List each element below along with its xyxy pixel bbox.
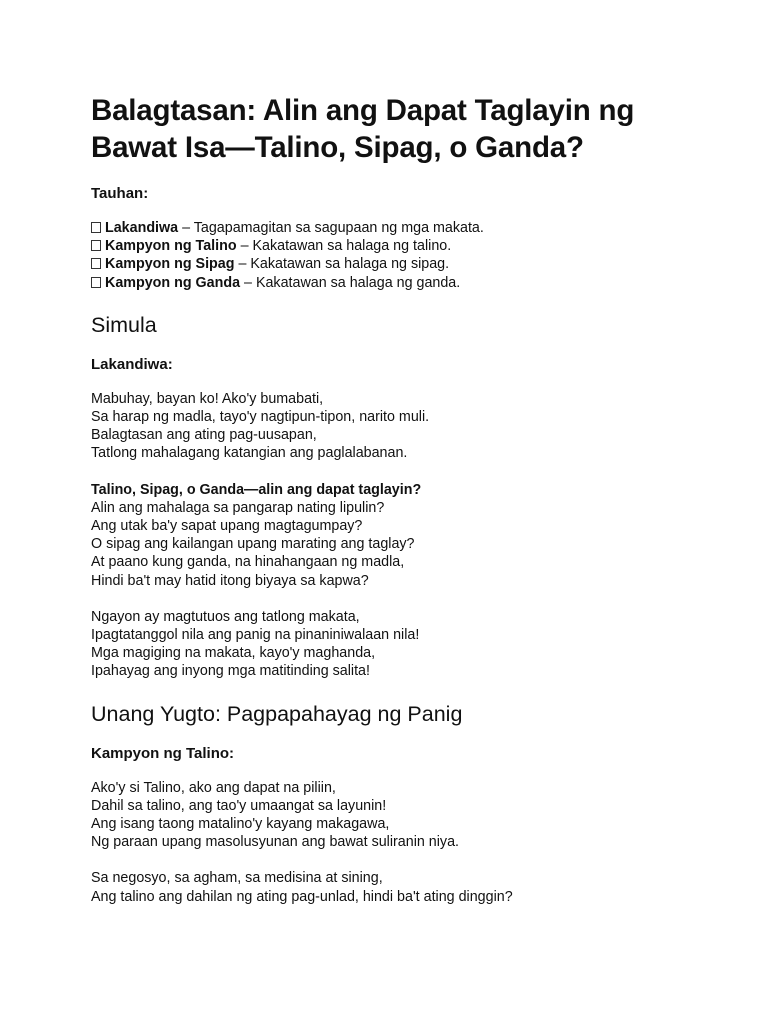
bullet-icon: [91, 258, 101, 269]
stanza-2: [91, 481, 691, 590]
bullet-icon: [91, 240, 101, 251]
verse-line: Ngayon ay magtutuos ang tatlong makata,: [91, 608, 360, 625]
section-heading-unang-yugto: Unang Yugto: Pagpapahayag ng Panig: [91, 701, 463, 726]
verse-line: Ng paraan upang masolusyunan ang bawat suliranin niya.: [91, 834, 459, 851]
speaker-label-talino: Kampyon ng Talino:: [91, 744, 235, 762]
character-item: Kampyon ng Sipag – Kakatawan sa halaga ng sipag.: [91, 255, 691, 273]
verse-line-bold: Talino, Sipag, o Ganda—alin ang dapat taglayin?: [91, 481, 422, 498]
tauhan-label: Tauhan:: [91, 185, 149, 202]
title-line-1: Balagtasan: Alin ang Dapat Taglayin ng: [91, 94, 635, 127]
bullet-icon: [91, 222, 101, 233]
verse-line: Ang isang taong matalino'y kayang makagawa,: [91, 816, 390, 833]
verse-line: At paano kung ganda, na hinahangaan ng madla,: [91, 554, 405, 571]
verse-line: Dahil sa talino, ang tao'y umaangat sa layunin!: [91, 797, 387, 814]
verse-line: Balagtasan ang ating pag-uusapan,: [91, 427, 317, 444]
verse-line: Ipagtatanggol nila ang panig na pinaniniwalaan nila!: [91, 627, 420, 644]
section-heading-simula: Simula: [91, 312, 157, 337]
verse-line: Mabuhay, bayan ko! Ako'y bumabati,: [91, 390, 324, 407]
character-list: [91, 219, 691, 292]
speaker-label-lakandiwa: Lakandiwa:: [91, 355, 173, 373]
character-item: Kampyon ng Talino – Kakatawan sa halaga ng talino.: [91, 237, 691, 255]
stanza-3: [91, 608, 691, 681]
bullet-icon: [91, 277, 101, 288]
verse-line: Ang talino ang dahilan ng ating pag-unlad, hindi ba't ating dinggin?: [91, 888, 513, 905]
stanza-5: [91, 869, 691, 905]
stanza-4: [91, 779, 691, 852]
verse-line: Alin ang mahalaga sa pangarap nating lipulin?: [91, 499, 385, 516]
character-item: Kampyon ng Ganda – Kakatawan sa halaga ng ganda.: [91, 274, 691, 292]
verse-line: Tatlong mahalagang katangian ang paglalabanan.: [91, 445, 408, 462]
verse-line: Ipahayag ang inyong mga matitinding salita!: [91, 663, 370, 680]
character-item: Lakandiwa – Tagapamagitan sa sagupaan ng mga makata.: [91, 219, 691, 237]
verse-line: Ako'y si Talino, ako ang dapat na piliin,: [91, 779, 336, 796]
title-line-2: Bawat Isa—Talino, Sipag, o Ganda?: [91, 131, 584, 164]
verse-line: Ang utak ba'y sapat upang magtagumpay?: [91, 518, 363, 535]
document-body: [91, 92, 691, 906]
document-title: [91, 92, 691, 166]
verse-line: Mga magiging na makata, kayo'y maghanda,: [91, 645, 376, 662]
stanza-1: [91, 390, 691, 463]
verse-line: O sipag ang kailangan upang marating ang taglay?: [91, 536, 415, 553]
verse-line: Sa negosyo, sa agham, sa medisina at sining,: [91, 870, 383, 887]
verse-line: Hindi ba't may hatid itong biyaya sa kapwa?: [91, 572, 369, 589]
verse-line: Sa harap ng madla, tayo'y nagtipun-tipon, narito muli.: [91, 409, 430, 426]
